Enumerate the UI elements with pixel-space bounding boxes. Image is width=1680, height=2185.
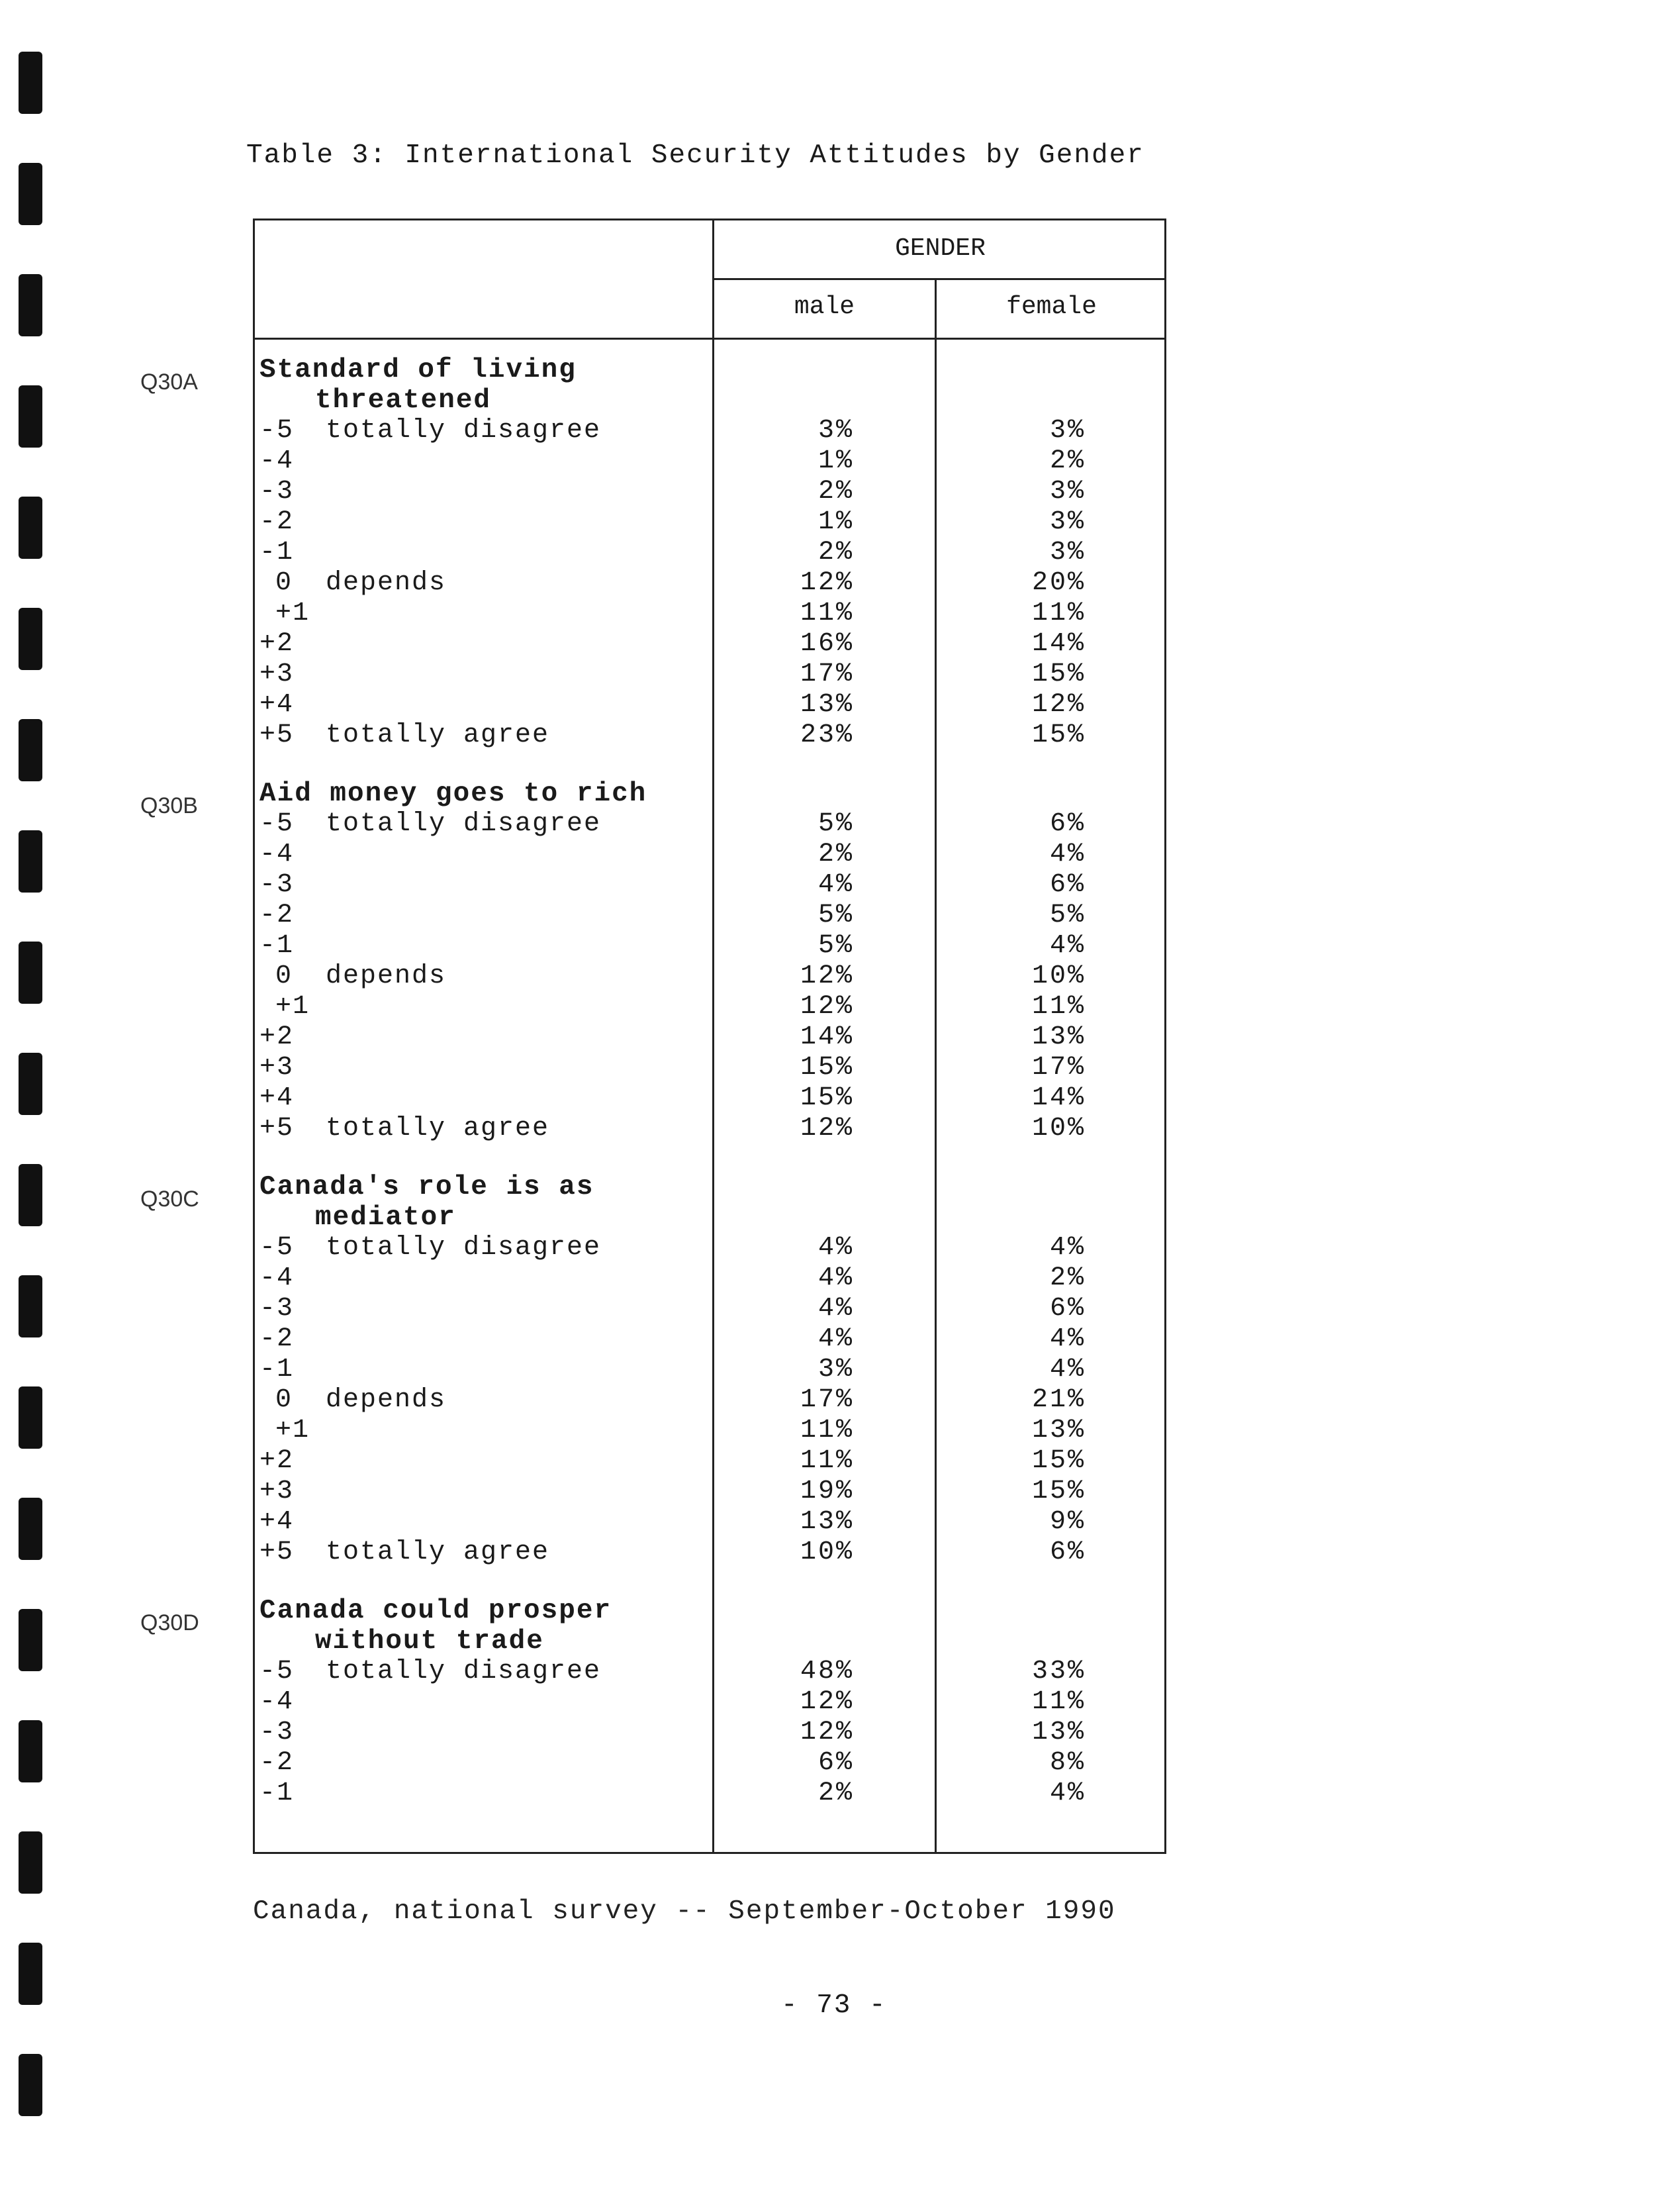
scale-label xyxy=(259,1477,326,1506)
scale-value: +1 xyxy=(275,1416,310,1445)
scale-label xyxy=(259,1385,446,1415)
table-row xyxy=(0,599,1680,629)
scale-value: -4 xyxy=(259,1687,295,1717)
table-row xyxy=(0,1233,1680,1263)
female-value: 3% xyxy=(1049,507,1086,537)
male-value: 19% xyxy=(800,1477,854,1506)
scale-value: -5 xyxy=(259,809,295,839)
scale-value: +3 xyxy=(259,659,295,689)
scale-description: totally agree xyxy=(326,1537,550,1567)
header-rule-columns xyxy=(253,338,1166,340)
male-value: 4% xyxy=(817,1294,854,1324)
scale-description: totally agree xyxy=(326,1114,550,1143)
male-value: 6% xyxy=(817,1748,854,1778)
female-value: 13% xyxy=(1031,1022,1086,1052)
scale-label xyxy=(259,1718,326,1747)
male-value: 15% xyxy=(800,1053,854,1083)
header-gender: GENDER xyxy=(895,234,986,263)
male-value: 10% xyxy=(800,1537,854,1567)
scale-label xyxy=(259,961,446,991)
female-value: 33% xyxy=(1031,1657,1086,1686)
scale-value: +1 xyxy=(275,599,310,628)
scale-value: -4 xyxy=(259,840,295,869)
scale-label xyxy=(259,659,326,689)
scale-value: -2 xyxy=(259,900,295,930)
male-value: 13% xyxy=(800,690,854,720)
scale-label xyxy=(259,809,601,839)
scale-value: -1 xyxy=(259,931,295,961)
female-value: 4% xyxy=(1049,1778,1086,1808)
female-value: 6% xyxy=(1049,1537,1086,1567)
question-code: Q30D xyxy=(140,1610,199,1635)
scale-label xyxy=(259,840,326,869)
male-value: 48% xyxy=(800,1657,854,1686)
table-row xyxy=(0,1114,1680,1144)
scale-label xyxy=(259,1778,326,1808)
question-title: Standard of living xyxy=(259,355,577,385)
scale-label xyxy=(259,1053,326,1083)
question-title: Aid money goes to rich xyxy=(259,779,647,809)
female-value: 13% xyxy=(1031,1416,1086,1445)
female-value: 12% xyxy=(1031,690,1086,720)
table-row xyxy=(0,629,1680,659)
binder-hole xyxy=(19,1943,42,2005)
male-value: 4% xyxy=(817,1233,854,1263)
table-row xyxy=(0,1294,1680,1324)
male-value: 2% xyxy=(817,840,854,869)
scale-label xyxy=(259,599,326,628)
scale-label xyxy=(259,870,326,900)
table-row xyxy=(0,840,1680,870)
male-value: 4% xyxy=(817,1324,854,1354)
table-row xyxy=(0,416,1680,446)
female-value: 17% xyxy=(1031,1053,1086,1083)
scale-description: totally disagree xyxy=(326,1233,602,1263)
scale-label xyxy=(259,446,326,476)
table-row xyxy=(0,870,1680,900)
table-row xyxy=(0,568,1680,599)
scale-label xyxy=(259,1294,326,1324)
question-code: Q30C xyxy=(140,1187,199,1212)
scale-value: -5 xyxy=(259,1657,295,1686)
male-value: 2% xyxy=(817,477,854,507)
male-value: 1% xyxy=(817,507,854,537)
scale-value: -2 xyxy=(259,1324,295,1354)
male-value: 12% xyxy=(800,1687,854,1717)
scale-value: -4 xyxy=(259,1263,295,1293)
table-row xyxy=(0,659,1680,690)
female-value: 15% xyxy=(1031,1446,1086,1476)
question-title: threatened xyxy=(315,385,492,416)
table-row xyxy=(0,1537,1680,1568)
male-value: 15% xyxy=(800,1083,854,1113)
table-row xyxy=(0,809,1680,840)
question-title: Canada's role is as xyxy=(259,1172,594,1202)
male-value: 2% xyxy=(817,1778,854,1808)
table-row xyxy=(0,538,1680,568)
table-row xyxy=(0,1657,1680,1687)
survey-footer: Canada, national survey -- September-October 1990 xyxy=(253,1896,1116,1927)
female-value: 5% xyxy=(1049,900,1086,930)
male-value: 12% xyxy=(800,568,854,598)
scale-label xyxy=(259,931,326,961)
scale-value: +2 xyxy=(259,1022,295,1052)
header-rule-group xyxy=(712,278,1166,280)
table-row xyxy=(0,690,1680,720)
female-value: 15% xyxy=(1031,659,1086,689)
table-row xyxy=(0,507,1680,538)
male-value: 1% xyxy=(817,446,854,476)
scale-value: +4 xyxy=(259,690,295,720)
scale-value: -4 xyxy=(259,446,295,476)
male-value: 12% xyxy=(800,1114,854,1143)
scale-value: -3 xyxy=(259,477,295,507)
male-value: 11% xyxy=(800,1446,854,1476)
scale-label xyxy=(259,416,601,446)
table-row xyxy=(0,931,1680,961)
male-value: 3% xyxy=(817,416,854,446)
table-row xyxy=(0,1083,1680,1114)
table-row xyxy=(0,720,1680,751)
scale-label xyxy=(259,1324,326,1354)
male-value: 14% xyxy=(800,1022,854,1052)
scale-label xyxy=(259,1416,326,1445)
female-value: 10% xyxy=(1031,1114,1086,1143)
male-value: 13% xyxy=(800,1507,854,1537)
scale-label xyxy=(259,507,326,537)
binder-hole xyxy=(19,274,42,336)
scale-label xyxy=(259,1657,601,1686)
table-row xyxy=(0,992,1680,1022)
question-title: without trade xyxy=(315,1626,544,1657)
table-row xyxy=(0,1718,1680,1748)
table-row xyxy=(0,1324,1680,1355)
female-value: 11% xyxy=(1031,599,1086,628)
scale-value: +4 xyxy=(259,1083,295,1113)
scale-value: -3 xyxy=(259,1294,295,1324)
scale-label xyxy=(259,720,549,750)
female-value: 11% xyxy=(1031,992,1086,1022)
table-row xyxy=(0,1385,1680,1416)
female-value: 21% xyxy=(1031,1385,1086,1415)
binder-hole xyxy=(19,163,42,225)
female-value: 3% xyxy=(1049,416,1086,446)
male-value: 12% xyxy=(800,992,854,1022)
male-value: 5% xyxy=(817,900,854,930)
table-row xyxy=(0,900,1680,931)
scale-value: 0 xyxy=(275,961,293,991)
female-value: 14% xyxy=(1031,629,1086,659)
scale-label xyxy=(259,1263,326,1293)
female-value: 2% xyxy=(1049,446,1086,476)
female-value: 2% xyxy=(1049,1263,1086,1293)
male-value: 4% xyxy=(817,1263,854,1293)
header-male: male xyxy=(794,293,855,321)
scale-value: -5 xyxy=(259,1233,295,1263)
scale-value: -1 xyxy=(259,1355,295,1384)
female-value: 15% xyxy=(1031,1477,1086,1506)
table-row xyxy=(0,1507,1680,1537)
scale-description: depends xyxy=(326,1385,447,1415)
page-number: - 73 - xyxy=(781,1990,887,2021)
female-value: 4% xyxy=(1049,1233,1086,1263)
scale-description: totally disagree xyxy=(326,416,602,446)
table-row xyxy=(0,961,1680,992)
scale-value: +3 xyxy=(259,1053,295,1083)
table-row xyxy=(0,1446,1680,1477)
scale-description: totally disagree xyxy=(326,809,602,839)
scale-label xyxy=(259,477,326,507)
male-value: 5% xyxy=(817,809,854,839)
scale-value: +3 xyxy=(259,1477,295,1506)
female-value: 4% xyxy=(1049,840,1086,869)
table-row xyxy=(0,1355,1680,1385)
female-value: 8% xyxy=(1049,1748,1086,1778)
binder-hole xyxy=(19,2054,42,2116)
scale-label xyxy=(259,690,326,720)
female-value: 6% xyxy=(1049,809,1086,839)
female-value: 14% xyxy=(1031,1083,1086,1113)
female-value: 3% xyxy=(1049,538,1086,567)
table-row xyxy=(0,1477,1680,1507)
scale-label xyxy=(259,900,326,930)
scale-value: -1 xyxy=(259,1778,295,1808)
scale-value: +5 xyxy=(259,1537,295,1567)
scale-value: +2 xyxy=(259,629,295,659)
male-value: 12% xyxy=(800,961,854,991)
scale-label xyxy=(259,538,326,567)
scale-label xyxy=(259,1446,326,1476)
male-value: 17% xyxy=(800,659,854,689)
male-value: 5% xyxy=(817,931,854,961)
male-value: 11% xyxy=(800,1416,854,1445)
scale-label xyxy=(259,1022,326,1052)
scale-label xyxy=(259,992,326,1022)
female-value: 4% xyxy=(1049,1355,1086,1384)
table-row xyxy=(0,446,1680,477)
female-value: 13% xyxy=(1031,1718,1086,1747)
scale-value: -2 xyxy=(259,507,295,537)
scale-value: -5 xyxy=(259,416,295,446)
scale-label xyxy=(259,1114,549,1143)
scale-label xyxy=(259,1748,326,1778)
table-row xyxy=(0,1022,1680,1053)
scale-value: -3 xyxy=(259,1718,295,1747)
female-value: 10% xyxy=(1031,961,1086,991)
table-row xyxy=(0,1416,1680,1446)
scale-label xyxy=(259,629,326,659)
male-value: 16% xyxy=(800,629,854,659)
table-row xyxy=(0,1748,1680,1778)
scale-value: -2 xyxy=(259,1748,295,1778)
female-value: 11% xyxy=(1031,1687,1086,1717)
table-row xyxy=(0,1263,1680,1294)
scale-value: -3 xyxy=(259,870,295,900)
scale-label xyxy=(259,1083,326,1113)
scale-label xyxy=(259,1537,549,1567)
scale-label xyxy=(259,1507,326,1537)
scale-label xyxy=(259,568,446,598)
table-row xyxy=(0,1053,1680,1083)
scale-value: +1 xyxy=(275,992,310,1022)
female-value: 4% xyxy=(1049,931,1086,961)
scale-value: 0 xyxy=(275,1385,293,1415)
female-value: 6% xyxy=(1049,1294,1086,1324)
female-value: 4% xyxy=(1049,1324,1086,1354)
scale-label xyxy=(259,1233,601,1263)
question-code: Q30A xyxy=(140,369,198,395)
header-female: female xyxy=(1006,293,1097,321)
male-value: 3% xyxy=(817,1355,854,1384)
scale-value: 0 xyxy=(275,568,293,598)
binder-hole xyxy=(19,52,42,114)
scale-value: -1 xyxy=(259,538,295,567)
table-title: Table 3: International Security Attitudes by Gender xyxy=(246,140,1144,171)
scale-value: +2 xyxy=(259,1446,295,1476)
female-value: 20% xyxy=(1031,568,1086,598)
scale-description: depends xyxy=(326,568,447,598)
table-row xyxy=(0,1778,1680,1809)
binder-hole xyxy=(19,1164,42,1226)
female-value: 3% xyxy=(1049,477,1086,507)
male-value: 23% xyxy=(800,720,854,750)
female-value: 15% xyxy=(1031,720,1086,750)
question-title: Canada could prosper xyxy=(259,1596,612,1626)
scale-description: depends xyxy=(326,961,447,991)
female-value: 9% xyxy=(1049,1507,1086,1537)
male-value: 2% xyxy=(817,538,854,567)
scale-value: +5 xyxy=(259,720,295,750)
female-value: 6% xyxy=(1049,870,1086,900)
scale-description: totally disagree xyxy=(326,1657,602,1686)
scale-value: +4 xyxy=(259,1507,295,1537)
male-value: 4% xyxy=(817,870,854,900)
question-title: mediator xyxy=(315,1202,456,1233)
scale-description: totally agree xyxy=(326,720,550,750)
table-row xyxy=(0,477,1680,507)
scale-label xyxy=(259,1355,326,1384)
binder-hole xyxy=(19,1831,42,1894)
scale-label xyxy=(259,1687,326,1717)
male-value: 11% xyxy=(800,599,854,628)
male-value: 12% xyxy=(800,1718,854,1747)
table-row xyxy=(0,1687,1680,1718)
male-value: 17% xyxy=(800,1385,854,1415)
scale-value: +5 xyxy=(259,1114,295,1143)
question-code: Q30B xyxy=(140,793,198,818)
